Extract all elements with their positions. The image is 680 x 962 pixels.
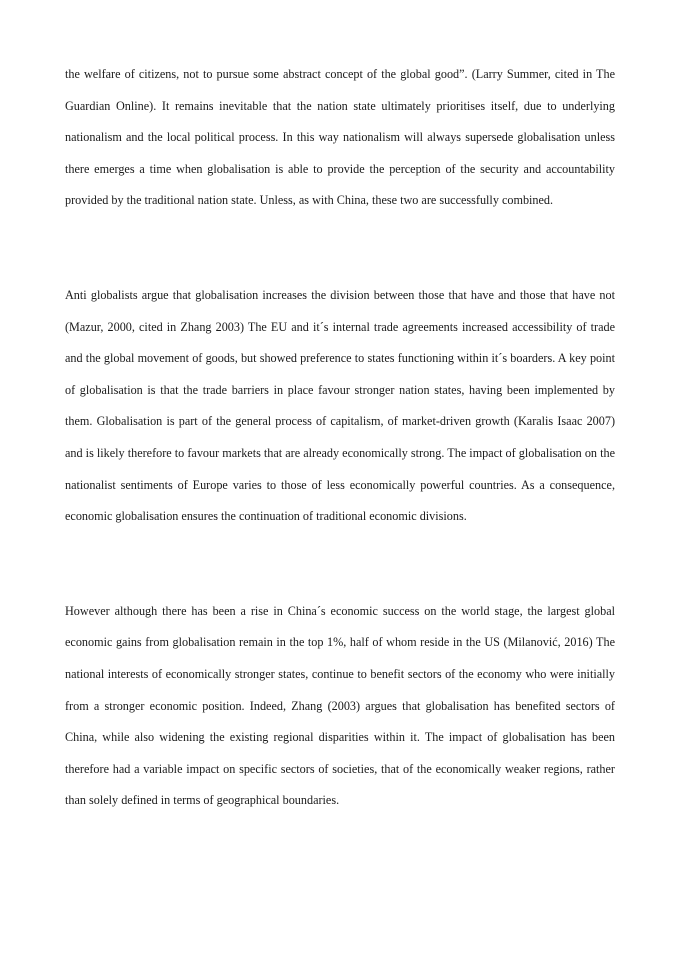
paragraph-1: the welfare of citizens, not to pursue some abstract concept of the global good”. (Larry Summer, cited in The Guardian Online). It remains inevitable that the nation state ultimately prioritises itself, due to underlying nationalism and the local political process. In this way nationalism will always supersede globalisation unless there emerges a time when globalisation is able to provide the perception of the security and accountability provided by the traditional nation state. Unless, as with China, these two are successfully combined.: [65, 67, 615, 208]
paragraph-3: However although there has been a rise in China´s economic success on the world stage, the largest global economic gains from globalisation remain in the top 1%, half of whom reside in the US (Milanović, 2016) The national interests of economically stronger states, continue to benefit sectors of the economy who were initially from a stronger economic position. Indeed, Zhang (2003) argues that globalisation has benefited sectors of China, while also widening the existing regional disparities within it. The impact of globalisation has been therefore had a variable impact on specific sectors of societies, that of the economically weaker regions, rather than solely defined in terms of geographical boundaries.: [65, 603, 615, 808]
paragraph-2: Anti globalists argue that globalisation increases the division between those that have and those that have not (Mazur, 2000, cited in Zhang 2003) The EU and it´s internal trade agreements increased accessibility of trade and the global movement of goods, but showed preference to states functioning within it´s boarders. A key point of globalisation is that the trade barriers in place favour stronger nation states, having been implemented by them. Globalisation is part of the general process of capitalism, of market-driven growth (Karalis Isaac 2007) and is likely therefore to favour markets that are already economically strong. The impact of globalisation on the nationalist sentiments of Europe varies to those of less economically powerful countries. As a consequence, economic globalisation ensures the continuation of traditional economic divisions.: [65, 287, 615, 524]
document-page: [65, 59, 615, 817]
